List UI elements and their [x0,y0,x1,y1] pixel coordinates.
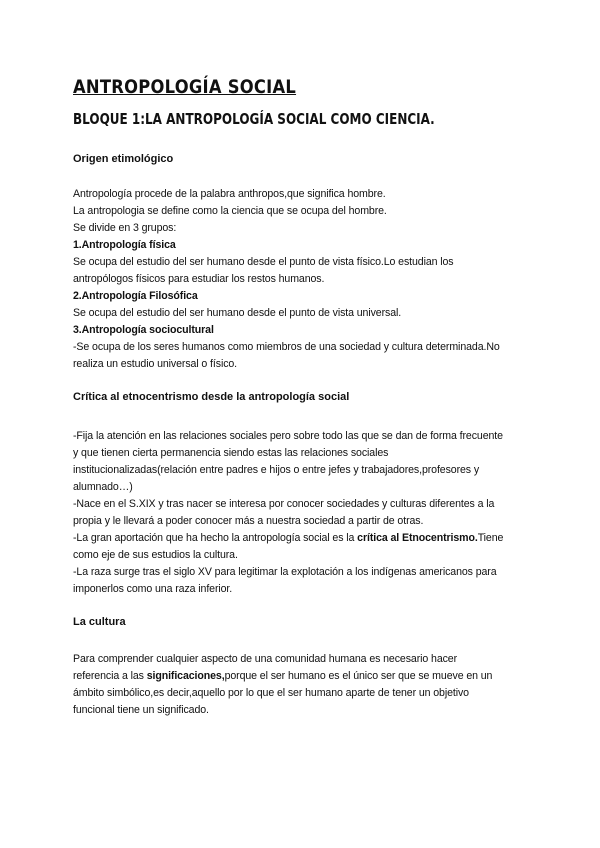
emphasis-etnocentrismo: crítica al Etnocentrismo. [357,532,478,544]
section-body-critica [73,428,533,598]
paragraph-line [73,530,533,547]
paragraph-line: alumnado…) [73,481,133,493]
text-run: -La gran aportación que ha hecho la antropología social es la [73,532,358,544]
document-title: ANTROPOLOGÍA SOCIAL [73,76,297,98]
paragraph-line: y que tienen cierta permanencia siendo estas las relaciones sociales [73,447,389,459]
section-body-origen [73,186,533,373]
paragraph-line: antropólogos físicos para estudiar los restos humanos. [73,273,325,285]
section-body-cultura [73,651,533,719]
emphasis-significaciones: significaciones, [146,670,225,682]
section-heading-cultura: La cultura [73,616,126,628]
text-run: referencia a las [73,670,147,682]
paragraph-line: La antropologia se define como la ciencia que se ocupa del hombre. [73,205,387,217]
paragraph-line [73,668,533,685]
paragraph-line: -Nace en el S.XIX y tras nacer se interesa por conocer sociedades y culturas diferentes a la [73,498,495,510]
paragraph-line: ámbito simbólico,es decir,aquello por lo que el ser humano aparte de tener un objetivo [73,687,469,699]
section-heading-critica: Crítica al etnocentrismo desde la antropología social [73,391,350,403]
paragraph-line: -Fija la atención en las relaciones sociales pero sobre todo las que se dan de forma frecuente [73,430,503,442]
text-run: Tiene [477,532,504,544]
paragraph-line: propia y le llevará a poder conocer más a nuestra sociedad a partir de otras. [73,515,424,527]
paragraph-line: -La raza surge tras el siglo XV para legitimar la explotación a los indígenas americanos para [73,566,497,578]
subheading-antropologia-filosofica: 2.Antropología Filosófica [73,290,198,302]
paragraph-line: Se divide en 3 grupos: [73,222,177,234]
paragraph-line: Para comprender cualquier aspecto de una comunidad humana es necesario hacer [73,653,458,665]
paragraph-line: -Se ocupa de los seres humanos como miembros de una sociedad y cultura determinada.No [73,341,500,353]
paragraph-line: Se ocupa del estudio del ser humano desde el punto de vista universal. [73,307,402,319]
subheading-antropologia-fisica: 1.Antropología física [73,239,176,251]
subheading-antropologia-sociocultural: 3.Antropología sociocultural [73,324,214,336]
text-run: porque el ser humano es el único ser que se mueve en un [224,670,493,682]
paragraph-line: imponerlos como una raza inferior. [73,583,233,595]
paragraph-line: funcional tiene un significado. [73,704,209,716]
section-heading-origen: Origen etimológico [73,153,174,165]
paragraph-line: institucionalizadas(relación entre padres e hijos o entre jefes y trabajadores,profesores y [73,464,480,476]
document-subtitle: BLOQUE 1:LA ANTROPOLOGÍA SOCIAL COMO CIENCIA. [73,110,435,128]
paragraph-line: realiza un estudio universal o físico. [73,358,238,370]
paragraph-line: Se ocupa del estudio del ser humano desde el punto de vista físico.Lo estudian los [73,256,454,268]
paragraph-line: Antropología procede de la palabra anthropos,que significa hombre. [73,188,386,200]
paragraph-line: como eje de sus estudios la cultura. [73,549,238,561]
